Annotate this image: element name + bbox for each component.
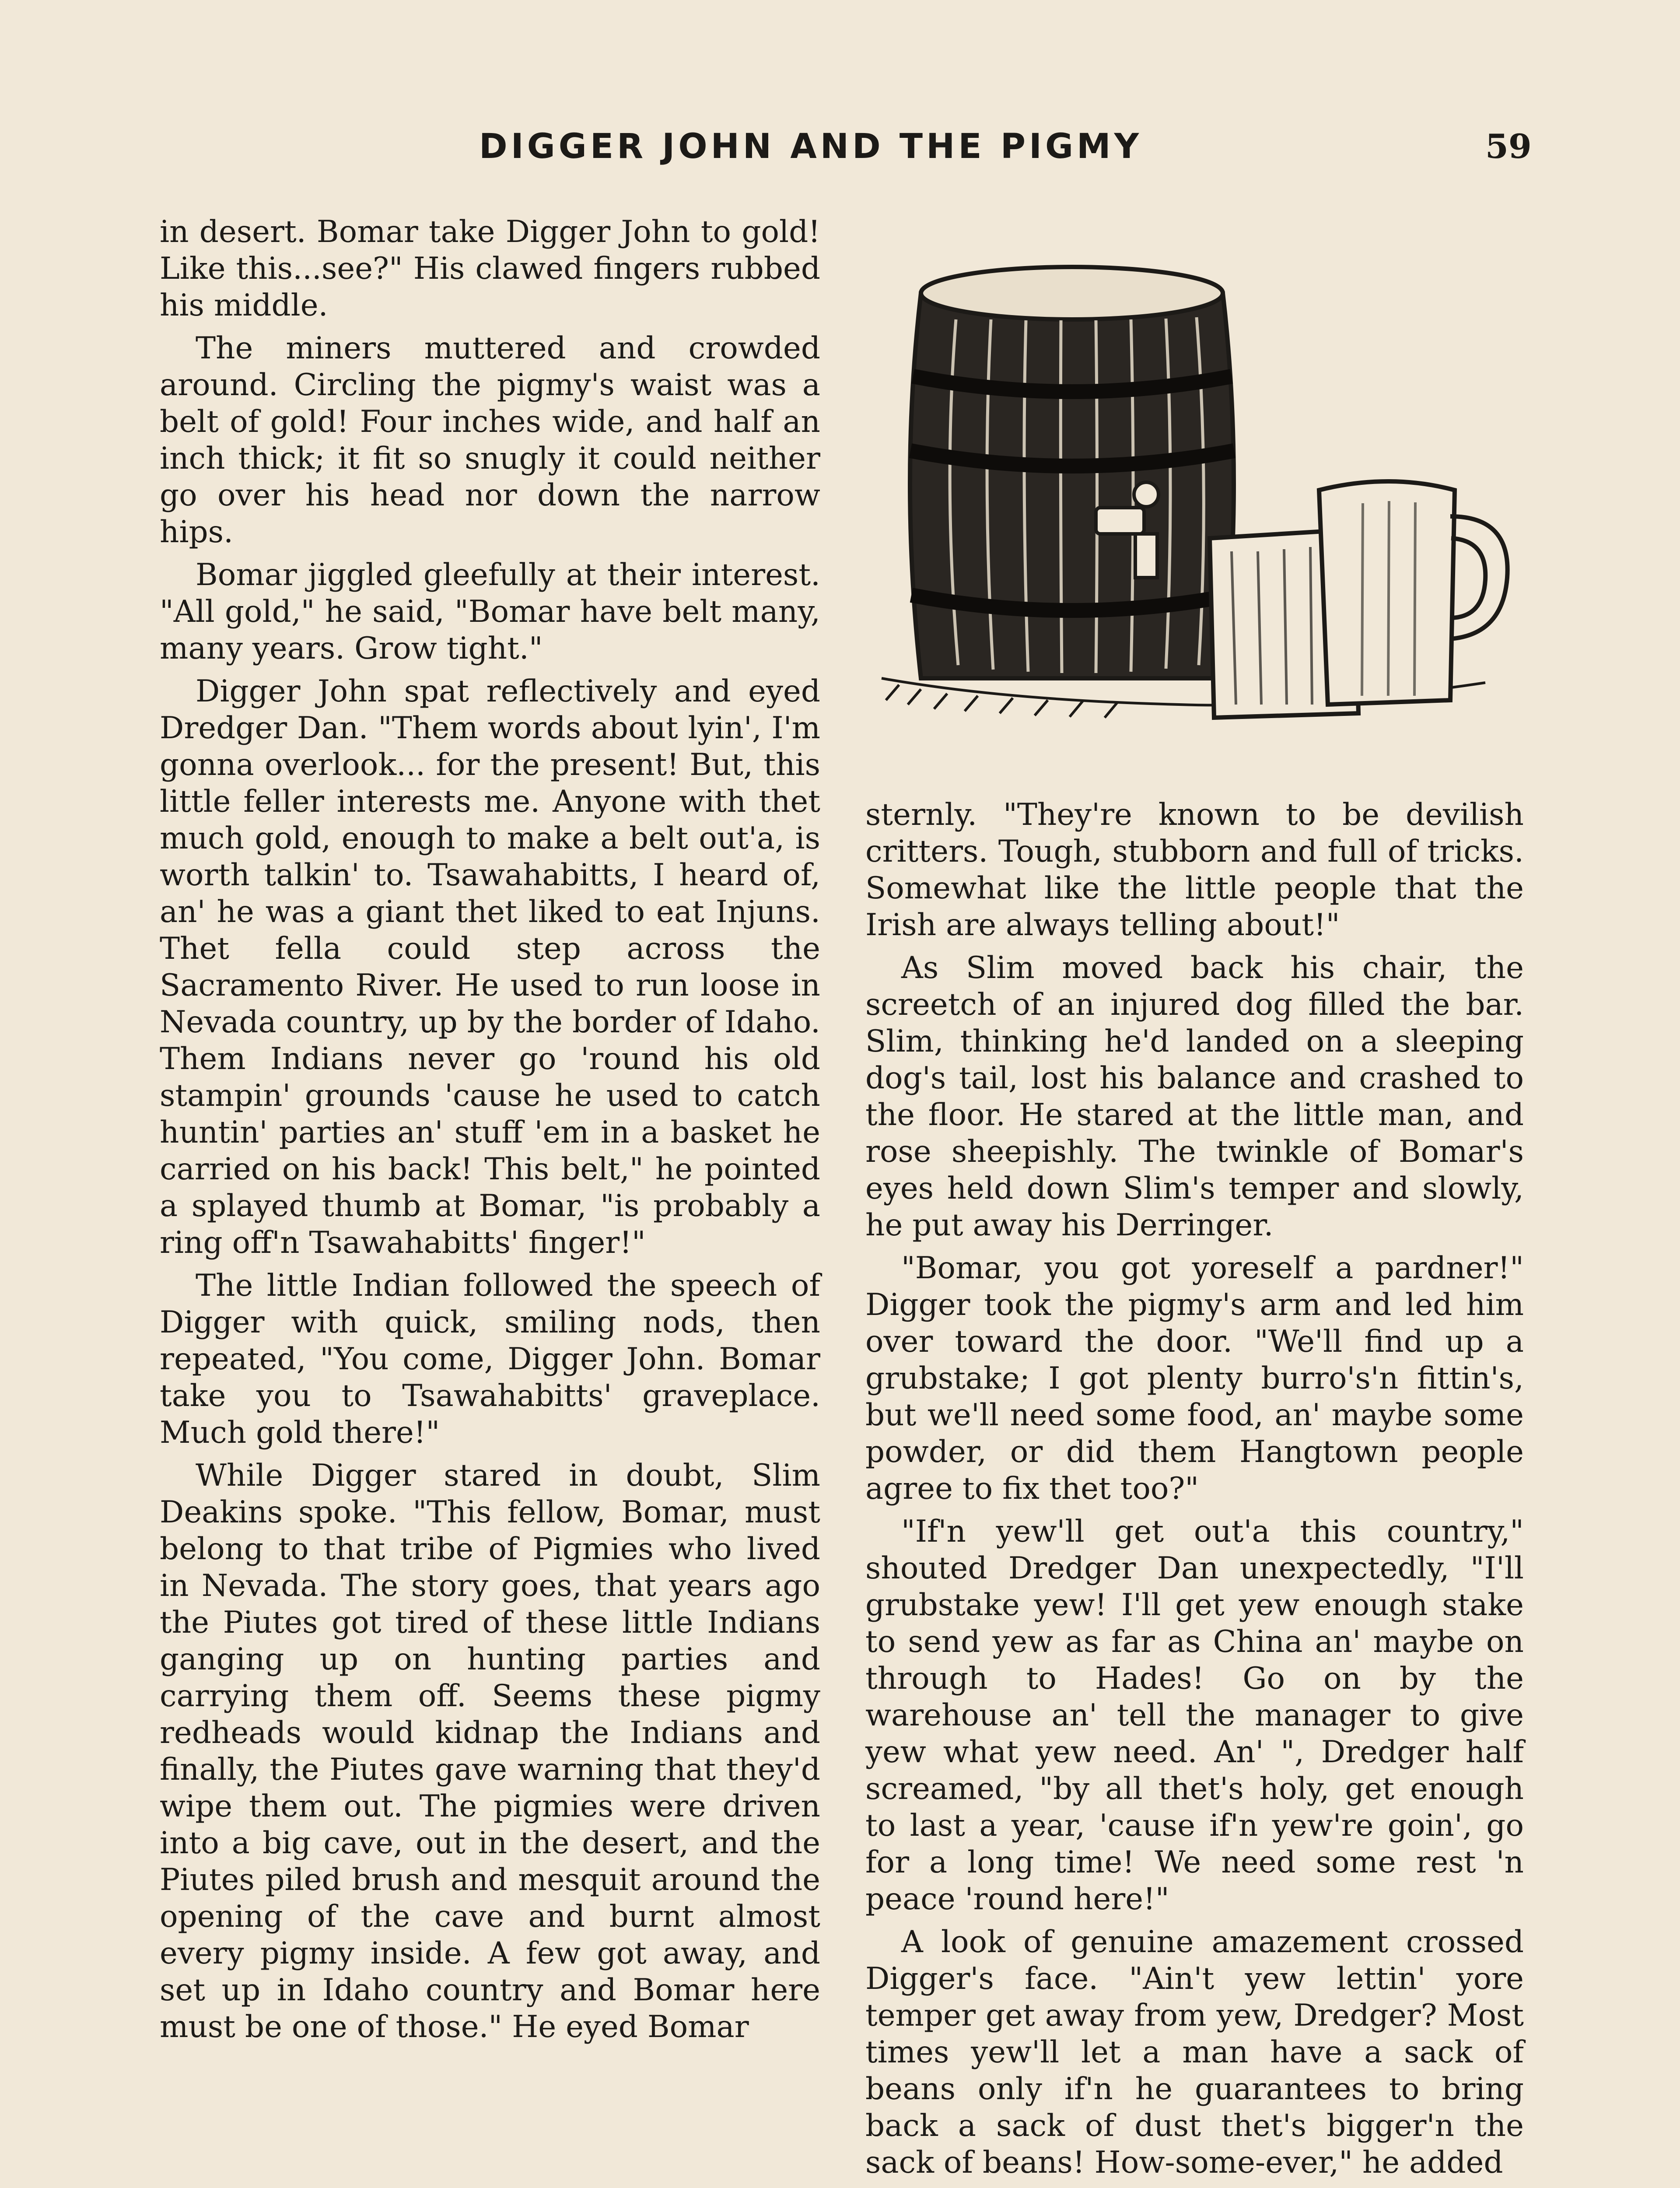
header-title: DIGGER JOHN AND THE PIGMY [479,127,1143,166]
barrel-and-mugs-illustration [873,245,1516,740]
paragraph: in desert. Bomar take Digger John to gold! Like this...see?" His clawed fingers rubbed his middle. [160,214,820,323]
right-text-column [865,796,1524,2187]
paragraph: Digger John spat reflectively and eyed Dredger Dan. "Them words about lyin', I'm gonna overlook... for the present! But, this little feller interests me. Anyone with thet much gold, enough to make a belt out'a, is worth talkin' to. Tsawahabitts, I heard of, an' he was a giant thet liked to eat Injuns. Thet fella could step across the Sacramento River. He used to run loose in Nevada country, up by the border of Idaho. Them Indians never go 'round his old stampin' grounds 'cause he used to catch huntin' parties an' stuff 'em in a basket he carried on his back! This belt," he pointed a splayed thumb at Bomar, "is probably a ring off'n Tsawahabitts' finger!" [160,674,820,1260]
paragraph: A look of genuine amazement crossed Digger's face. "Ain't yew lettin' yore temper get away from yew, Dredger? Most times yew'll let a man have a sack of beans only if'n he guarantees to bring back a sack of dust thet's bigger'n the sack of beans! How-some-ever," he added [865,1925,1524,2180]
paragraph: The little Indian followed the speech of Digger with quick, smiling nods, then repeated, "You come, Digger John. Bomar take you to Tsawahabitts' graveplace. Much gold there!" [160,1268,820,1450]
paragraph: "If'n yew'll get out'a this country," shouted Dredger Dan unexpectedly, "I'll grubstake yew! I'll get yew enough stake to send yew as far as China an' maybe on through to Hades! Go on by the warehouse an' tell the manager to give yew what yew need. An' ", Dredger half screamed, "by all thet's holy, get enough to last a year, 'cause if'n yew're goin', go for a long time! We need some rest 'n peace 'round here!" [865,1514,1524,1917]
barrel-drawing [873,245,1516,740]
paragraph: "Bomar, you got yoreself a pardner!" Digger took the pigmy's arm and led him over toward the door. "We'll find up a grubstake; I got plenty burro's'n fittin's, but we'll need some food, an' maybe some powder, or did them Hangtown people agree to fix thet too?" [865,1251,1524,1506]
paragraph: sternly. "They're known to be devilish critters. Tough, stubborn and full of tricks. Somewhat like the little people that the Irish are always telling about!" [865,797,1524,943]
paragraph: The miners muttered and crowded around. Circling the pigmy's waist was a belt of gold! Four inches wide, and half an inch thick; it fit so snugly it could neither go over his head nor down the narrow hips. [160,331,820,550]
paragraph: As Slim moved back his chair, the screetch of an injured dog filled the bar. Slim, thinking he'd landed on a sleeping dog's tail, lost his balance and crashed to the floor. He stared at the little man, and rose sheepishly. The twinkle of Bomar's eyes held down Slim's temper and slowly, he put away his Derringer. [865,950,1524,1243]
left-text-column [160,214,820,2051]
running-header [0,127,1680,179]
paragraph: While Digger stared in doubt, Slim Deakins spoke. "This fellow, Bomar, must belong to that tribe of Pigmies who lived in Nevada. The story goes, that years ago the Piutes got tired of these little Indians ganging up on hunting parties and carrying them off. Seems these pigmy redheads would kidnap the Indians and finally, the Piutes gave warning that they'd wipe them out. The pigmies were driven into a big cave, out in the desert, and the Piutes piled brush and mesquit around the opening of the cave and burnt almost every pigmy inside. A few got away, and set up in Idaho country and Bomar here must be one of those." He eyed Bomar [160,1458,820,2044]
paragraph: Bomar jiggled gleefully at their interest. "All gold," he said, "Bomar have belt many, many years. Grow tight." [160,558,820,666]
page-number: 59 [1485,127,1532,166]
